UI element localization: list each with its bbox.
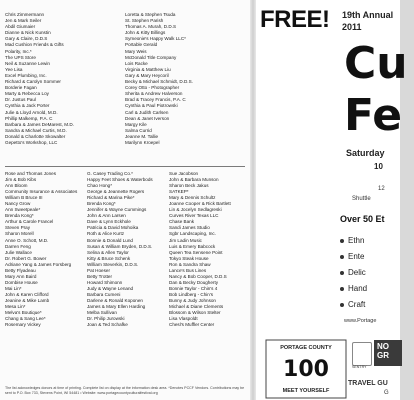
annual-label: 19th Annual [342,10,394,20]
donor-name: Sandra & Michael Curtis, M.D. [5,127,67,133]
donor-name: Judy & Wayne Lenand [87,285,134,291]
donor-name: Mary Weis [125,48,147,54]
donor-name: Ann Sweetpeale* [5,207,41,213]
donor-name: Jeanne M. Tallie [125,133,159,139]
donor-name: Brad & Tracey Francis, P.A. C [125,97,186,103]
donor-name: Carl & Judith Carlsen [125,109,169,115]
donor-name: Sherita & Andrew Halverson [125,91,183,97]
logo-top-text: PORTAGE COUNTY [280,345,332,351]
portage-county-logo [266,340,346,398]
donor-name: Dan & Becky Dougherty [169,279,219,285]
donor-name: Sharon Beck Jakus [169,183,209,189]
activity-item: Ethn [340,236,364,245]
donor-name: Mai Lin* [5,285,22,291]
donor-name: Excel Plumbing, Inc. [5,72,47,78]
donor-name: Julie & Lloyd Arnold, M.D. [5,109,58,115]
donor-name: John & Kitty Billings [125,30,166,36]
activity-item: Ente [340,252,364,261]
donor-column-1 [5,12,123,146]
divider-line [5,166,245,167]
over-50-headline: Over 50 Et [340,214,385,224]
donor-name: Cynthia & Paul Piotrowski [125,103,178,109]
donor-name: Neil & Suzanne Lewin [5,60,50,66]
donor-name: Phillip Malkemp, P.A. C [5,115,53,121]
donor-name: Ron & Sandra Shaw [169,261,211,267]
donor-name: Joanne Cooper & Rick Bartlett [169,201,231,207]
festival-poster [256,0,408,400]
donor-name: Susan & William Bryden, D.D.S. [87,243,153,249]
bullet-icon [340,303,344,307]
donor-name: Queen Tea Sensene Point [169,249,223,255]
donor-name: Community Insurance & Associates [5,189,78,195]
donor-name: Donald & Charlotte Skowalter [5,133,66,139]
donor-name: Darren Feng [5,243,31,249]
donor-name: Jim & Bob Kibs [5,177,37,183]
donor-name: Borderie Fagan [5,85,37,91]
travel-guide-sub: G [384,390,389,396]
donor-name: Adriane Yang & James Forsberg [5,261,72,267]
donor-name: Abdil Giumaier [5,24,36,30]
donor-name: Mary & Dennis Schultz [169,195,216,201]
sentry-label: SENTRY [352,365,367,369]
donor-name: Lois Racke [125,60,148,66]
footnote: The list acknowledges donors at time of printing. Complete list on display at the information desk area. *Denotes PCCF Vendors. Contributions may be sent to P.O. Box 733, Stevens Point, WI 54481 • Website: www.portagecountyculturalfestival.org [5,386,245,395]
donor-name: McDonald Title Company [125,54,177,60]
donor-name: SATKEP* [169,189,189,195]
donor-name: Nancy Grow [5,201,31,207]
festival-title [344,38,414,148]
donor-name: Barbara & James DeMarest, M.D. [5,121,74,127]
donor-name: Lin & Jocelyn Sedlagreski [169,207,222,213]
sentry-logo-icon [352,342,372,366]
donor-name: Bob Lindberg - Chin's [169,291,214,297]
donor-name: Loretta & Stephen Tsuda [125,12,176,17]
donor-name: Dombise House [5,279,38,285]
donor-column-2 [125,12,243,146]
donor-name: William Steverkin, D.D.S. [87,261,139,267]
event-time: 10 [374,162,383,171]
donor-name: Mesa Lin* [5,304,26,310]
donor-name: Blossom & Wilson Stelter [169,310,221,316]
title-culture: Cu [344,38,408,89]
donor-name: Chang & Sang Lee* [5,316,46,322]
donor-name: Michael & Diane Clements [169,304,224,310]
donor-name: Julie Wallace [5,249,32,255]
donor-name: John & Barbara Munson [169,177,219,183]
sponsor-band [256,332,400,400]
donor-name: Thomas A. Murah, D.D.S [125,24,177,30]
donor-name: Dr. Justus Paul [5,97,36,103]
donor-name: Gary & Claire, D.D.S [5,36,48,42]
donor-name: Jen & Mark Seiler [5,18,42,24]
donor-name: Corey Otto - Photographer [125,85,180,91]
donor-name: Cynthia & Jack Porter [5,103,50,109]
donor-list-bottom [5,171,245,386]
donor-name: Curves River Texas LLC [169,213,219,219]
svg-text:100: 100 [283,357,329,382]
bullet-icon [340,287,344,291]
shuttle-label: Shuttle [352,196,371,202]
donor-name: Luis & Emery Babcock [169,243,216,249]
donor-name: Portable Gerald [125,42,158,48]
donor-name: Sharon Morell [5,231,34,237]
bullet-icon [340,255,344,259]
donor-name: G. Casey Trading Co.* [87,171,133,176]
donor-name: William B Bruce III [5,195,43,201]
donor-name: Becky & Michael Schmidt, D.D.S. [125,79,193,85]
travel-guide-label: TRAVEL GU [348,380,388,387]
donor-name: Symeonie's Happy Walk LLC* [125,36,186,42]
donor-name: Mary Ann Baird [5,273,37,279]
donor-name: Chao Hong* [87,183,113,189]
donor-name: Bonnie Taylor - Chin's 4 [169,285,218,291]
donor-name: Howard Shimonn [87,279,123,285]
donor-name: Salma Currid [125,127,152,133]
donor-name: Betty Trotter [87,273,113,279]
activity-item: Craft [340,300,365,309]
website-url: www.Portage [344,318,377,324]
donor-name: Richard & Marina Pike* [87,195,135,201]
donor-name: Margy Kile [125,121,147,127]
donor-name: Dianne & Nick Kunstin [5,30,51,36]
donor-name: Rosemary Vickey [5,322,41,328]
donor-name: John & Ann Larsen [87,213,126,219]
bullet-icon [340,271,344,275]
donor-name: Kitty & Bruce Schenk [87,255,131,261]
donor-name: Polarity, Inc.* [5,48,32,54]
year-label: 2011 [342,22,362,32]
donor-name: Chesl's Muffler Center [169,322,215,328]
donor-name: Chris Zimmermann [5,12,45,17]
activity-item: Delic [340,268,366,277]
donor-name: Ann Bloom [5,183,28,189]
donor-name: Gary & Mary Heycoril [125,72,169,78]
donor-name: Chase Bank [169,219,195,225]
donor-name: Marty & Rebecca Loy [5,91,49,97]
logo-caption-text: MEET YOURSELF [282,388,330,394]
donor-name: James & Mary Ellen Harding [87,304,146,310]
donor-name: Jeanine & Mike Lamb [5,297,50,303]
donor-name: Sue Jacobson [169,171,199,176]
donor-name: Arthur & Carole Francel [5,219,54,225]
sponsor-box: NO GR [374,340,402,366]
activity-item: Hand [340,284,367,293]
donor-name: Pat Hoeser [87,267,110,273]
donor-name: Bunny & Judy Johnson [169,297,216,303]
donor-column-4 [87,171,167,328]
donor-name: Patricia & David Mohoika [87,225,139,231]
donor-name: Rose and Thomas Jones [5,171,56,176]
donor-name: Selina & Allen Taylor [87,249,129,255]
donor-list-top [5,12,245,162]
donor-name: St. Stephen Parish [125,18,164,24]
bullet-icon [340,239,344,243]
donor-name: Bonnie & Donald Lund [87,237,133,243]
donor-name: Richard & Carolyn Sommer [5,79,61,85]
donor-name: Darlene & Ronald Koponen [87,297,143,303]
donor-name: Lisa Vlaspoldt [169,316,198,322]
donor-column-3 [5,171,85,328]
donor-name: Virginia & Matthew Liu [125,66,171,72]
event-day: Saturday [346,148,385,158]
donor-name: Sgbr Landscaping, Inc. [169,231,216,237]
donor-name: Joan & Ted Schafke [87,322,128,328]
donor-name: Dave & Lynn Eckhole [87,219,131,225]
title-fest: Fe [344,90,403,141]
donor-name: Brenda Kong* [87,201,116,207]
donor-name: John & Karen Clifford [5,291,49,297]
donor-name: Barbara Cumeni [87,291,121,297]
donor-name: Steven Pray [5,225,31,231]
donor-name: Tokyo Steak House [169,255,209,261]
donor-name: Melba Sullivan [87,310,117,316]
donor-column-5 [169,171,249,328]
donor-name: Dr. Philip Jurowski [87,316,125,322]
donor-name: Jim Ladin Music [169,237,202,243]
donor-name: Roth & Alice Kurtz [87,231,125,237]
donor-name: Jennifer & Wayne Cummings [87,207,147,213]
donor-name: Brenda Kong* [5,213,34,219]
donor-name: Betty Flyadeau [5,267,36,273]
donor-name: Gepetto's Workshop, LLC [5,139,58,145]
donor-name: Yee Lisa [5,66,23,72]
donor-name: Happy Feet Shoes & Waterbods [87,177,153,183]
donor-name: Sandi James Studio [169,225,210,231]
donor-name: George & Jeannette Rogers [87,189,145,195]
free-headline: FREE! [260,6,330,33]
donor-name: Dean & Janet Iverson [125,115,170,121]
donor-name: Nancy & Bob Cooper, D.D.S [169,273,227,279]
donor-name: Melva's Boutique* [5,310,42,316]
donor-name: Anne O. Schott, M.D. [5,237,49,243]
donor-name: Mad Cushion Friends & Gifts [5,42,64,48]
donor-name: The UPS Store [5,54,36,60]
donor-name: Marilynn Kroepel [125,139,160,145]
donor-name: Dr. Robert G. Bower [5,255,47,261]
shuttle-time: 12 [378,186,385,192]
donor-name: Lance's Bus Lines [169,267,207,273]
